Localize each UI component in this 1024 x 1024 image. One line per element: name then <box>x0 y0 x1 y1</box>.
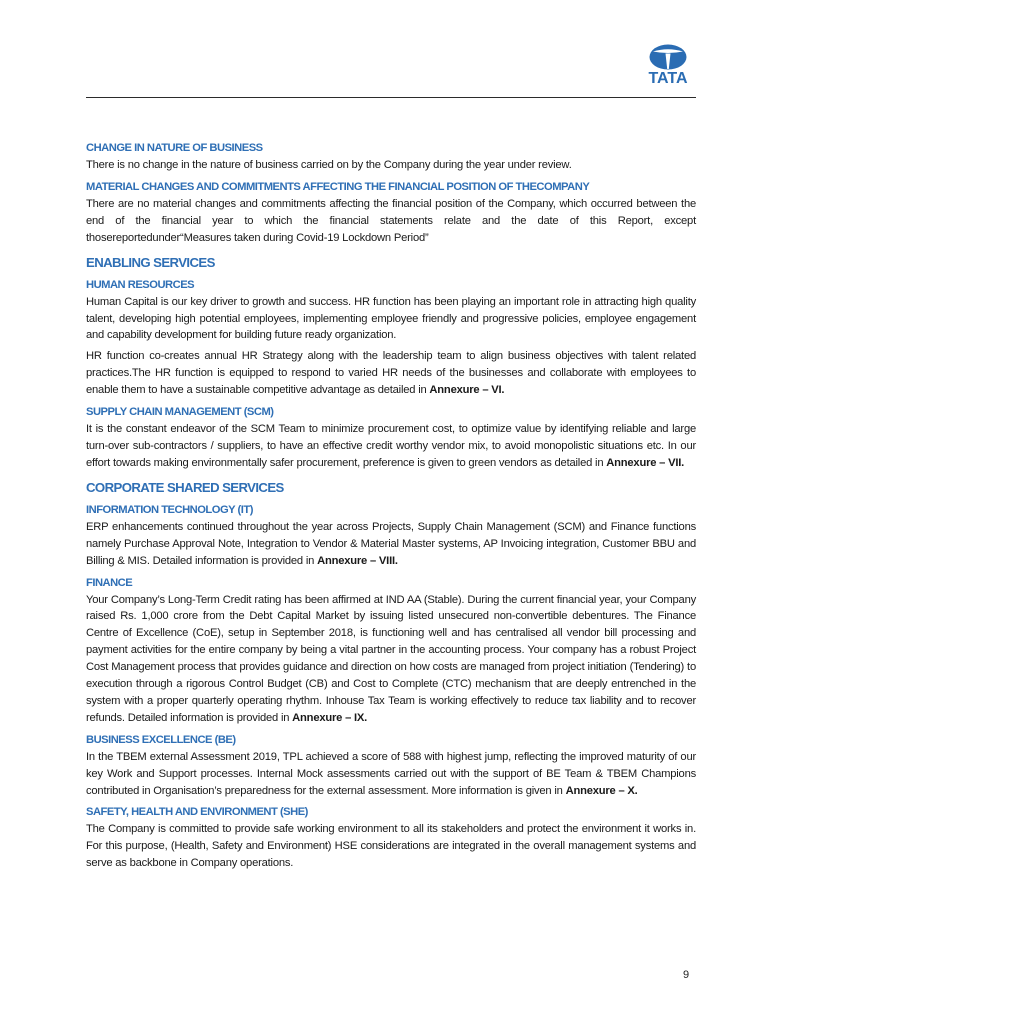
heading-material-changes: MATERIAL CHANGES AND COMMITMENTS AFFECTING THE FINANCIAL POSITION OF THECOMPANY <box>86 180 590 193</box>
heading-finance: FINANCE <box>86 576 133 589</box>
heading-enabling-services: ENABLING SERVICES <box>86 254 215 270</box>
page-number: 9 <box>683 969 690 981</box>
annexure-ref: Annexure – VIII. <box>317 554 398 567</box>
it-text: ERP enhancements continued throughout the year across Projects, Supply Chain Management (SCM) and Finance functions namely Purchase Approval Note, Integration to Vendor & Material Master systems, AP Invoicing integration, Customer BBU and Billing & MIS. Detailed information is provided in <box>86 520 696 567</box>
be-text: In the TBEM external Assessment 2019, TPL achieved a score of 588 with highest jump, reflecting the improved maturity of our key Work and Support processes. Internal Mock assessments carried out with the support of BE Team & TBEM Champions contributed in Organisation’s preparedness for the external assessment. More information is given in <box>86 750 696 797</box>
finance-text: Your Company’s Long-Term Credit rating has been affirmed at IND AA (Stable). During the current financial year, your Company raised Rs. 1,000 crore from the Debt Capital Market by issuing listed unsecured non-convertible debentures. The Finance Centre of Excellence (CoE), setup in September 2018, is functioning well and has centralised all vendor bill processing and payment activities for the entire company by being a vital partner in the accounting process. Your company has a robust Project Cost Management process that provides guidance and direction on how costs are managed from project initiation (Tendering) to execution through a rigorous Control Budget (CB) and Cost to Complete (CTC) mechanism that are deeply entrenched in the system with a proper quarterly operating rhythm. Inhouse Tax Team is working effectively to reduce tax liability and to recover refunds. Detailed information is provided in <box>86 593 696 724</box>
heading-scm: SUPPLY CHAIN MANAGEMENT (SCM) <box>86 406 274 419</box>
paragraph-scm <box>86 421 696 472</box>
scm-text: It is the constant endeavor of the SCM Team to minimize procurement cost, to optimize value by identifying reliable and large turn-over sub-contractors / suppliers, to have an effective credit worthy vendor mix, to avoid monopolistic situations etc. In our effort towards making environmentally safer procurement, preference is given to green vendors as detailed in <box>86 423 696 469</box>
heading-change-nature: CHANGE IN NATURE OF BUSINESS <box>86 142 263 154</box>
paragraph-it <box>86 519 696 570</box>
annexure-ref: Annexure – IX. <box>292 711 368 724</box>
annexure-ref: Annexure – VII. <box>606 456 685 469</box>
heading-corporate-shared-services: CORPORATE SHARED SERVICES <box>86 479 284 495</box>
heading-business-excellence: BUSINESS EXCELLENCE (BE) <box>86 733 236 746</box>
paragraph-she: The Company is committed to provide safe working environment to all its stakeholders and protect the environment it works in. For this purpose, (Health, Safety and Environment) HSE considerations are integrated in the overall management systems and serve as backbone in Company operations. <box>86 823 696 870</box>
paragraph-hr-1: Human Capital is our key driver to growth and success. HR function has been playing an important role in attracting high quality talent, developing high potential employees, implementing employee friendly and progressive policies, employee engagement and capability development for building future ready organization. <box>86 295 696 342</box>
paragraph-finance <box>86 592 696 727</box>
logo-wordmark: TATA <box>648 70 688 87</box>
tata-emblem-icon <box>649 44 687 70</box>
header-rule <box>86 97 696 98</box>
report-body <box>86 141 696 876</box>
heading-she: SAFETY, HEALTH AND ENVIRONMENT (SHE) <box>86 806 308 819</box>
heading-human-resources: HUMAN RESOURCES <box>86 278 195 291</box>
heading-it: INFORMATION TECHNOLOGY (IT) <box>86 503 253 516</box>
hr-2-text: HR function co-creates annual HR Strategy along with the leadership team to align business objectives with talent related practices.The HR function is equipped to respond to varied HR needs of the businesses and collaborate with employees to enable them to have a sustainable competitive advantage as detailed in <box>86 350 696 397</box>
tata-logo <box>641 44 695 92</box>
paragraph-material-changes: There are no material changes and commitments affecting the financial position of the Company, which occurred between the end of the financial year to which the financial statements relate and the date of this Report, except thosereportedunder“Measures taken during Covid-19 Lockdown Period” <box>86 197 696 244</box>
paragraph-change-nature: There is no change in the nature of business carried on by the Company during the year under review. <box>86 159 572 171</box>
annexure-ref: Annexure – X. <box>565 784 638 797</box>
annexure-ref: Annexure – VI. <box>429 384 505 397</box>
paragraph-business-excellence <box>86 749 696 800</box>
paragraph-hr-2 <box>86 348 696 399</box>
